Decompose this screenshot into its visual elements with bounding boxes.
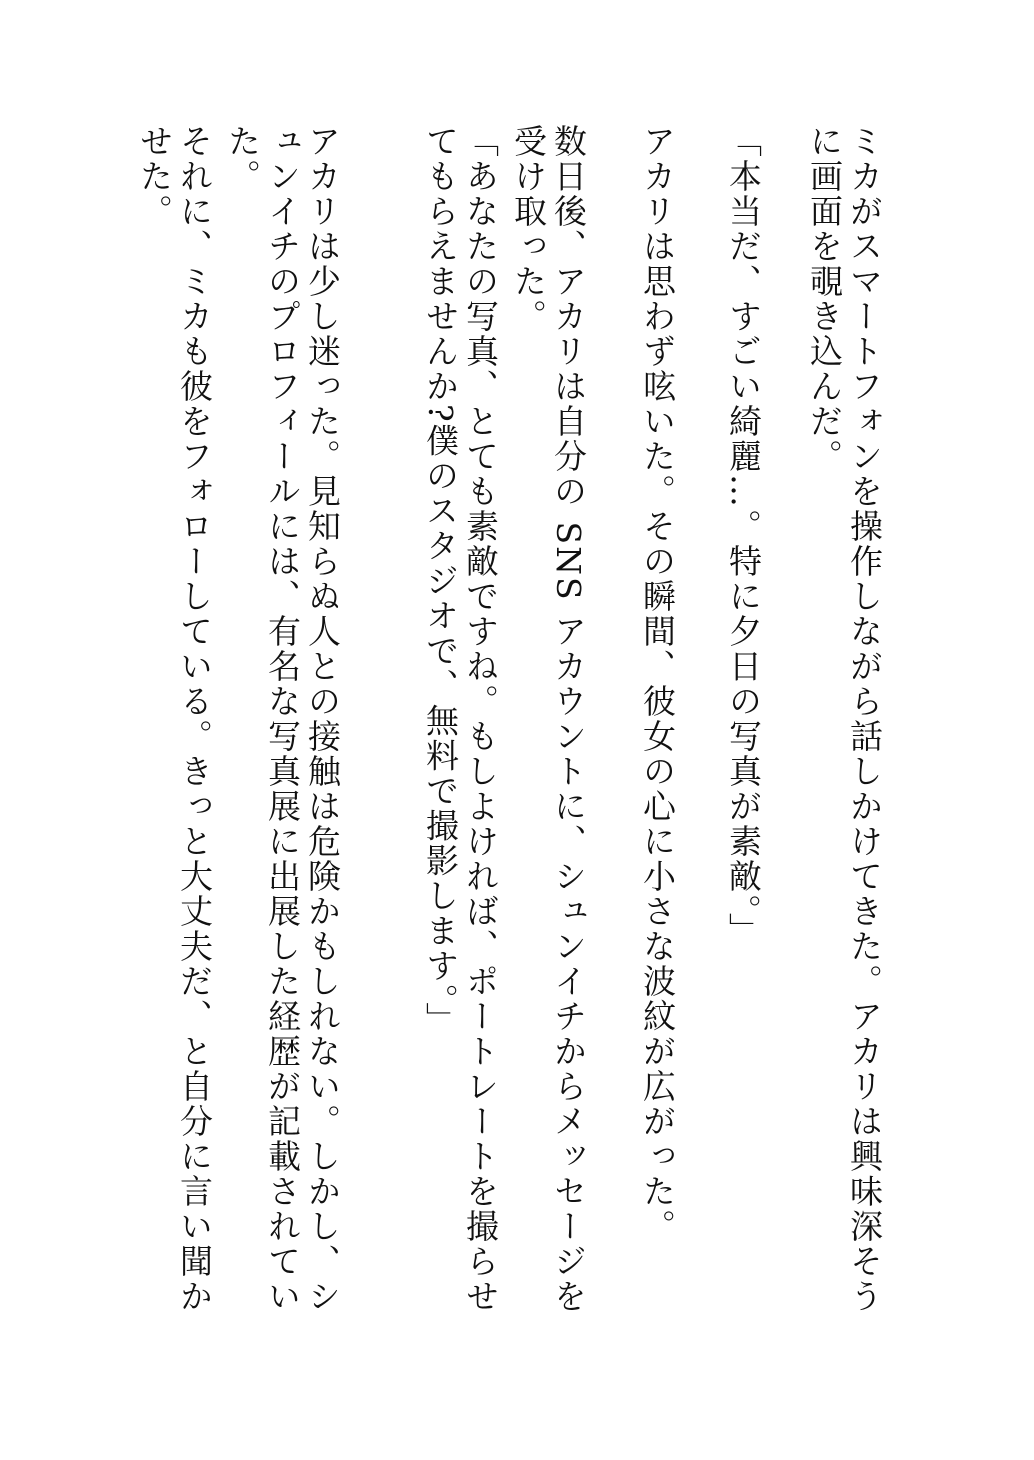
paragraph-days-later-message: 数日後、アカリは自分の SNS アカウントに、シュンイチからメッセージを受け取った。 (509, 124, 588, 1315)
paragraph-akari-murmur: アカリは思わず呟いた。その瞬間、彼女の心に小さな波紋が広がった。 (638, 124, 677, 1244)
paragraph-akari-reassurance: それに、ミカも彼をフォローしている。きっと大丈夫だ、と自分に言い聞かせた。 (135, 124, 214, 1314)
paragraph-mika-smartphone: ミカがスマートフォンを操作しながら話しかけてきた。アカリは興味深そうに画面を覗き込んだ。 (805, 124, 884, 1314)
paragraph-akari-hesitation: アカリは少し迷った。見知らぬ人との接触は危険かもしれない。しかし、シュンイチのプロフィールには、有名な写真展に出展した経歴が記載されていた。 (223, 124, 342, 1314)
paragraph-shunichi-offer: 「あなたの写真、とても素敵ですね。もしよければ、ポートレートを撮らせてもらえませんか?僕のスタジオで、無料で撮影します。」 (421, 124, 500, 1314)
paragraph-akari-quote-beautiful: 「本当だ、すごい綺麗…。特に夕日の写真が素敵。」 (724, 124, 763, 948)
